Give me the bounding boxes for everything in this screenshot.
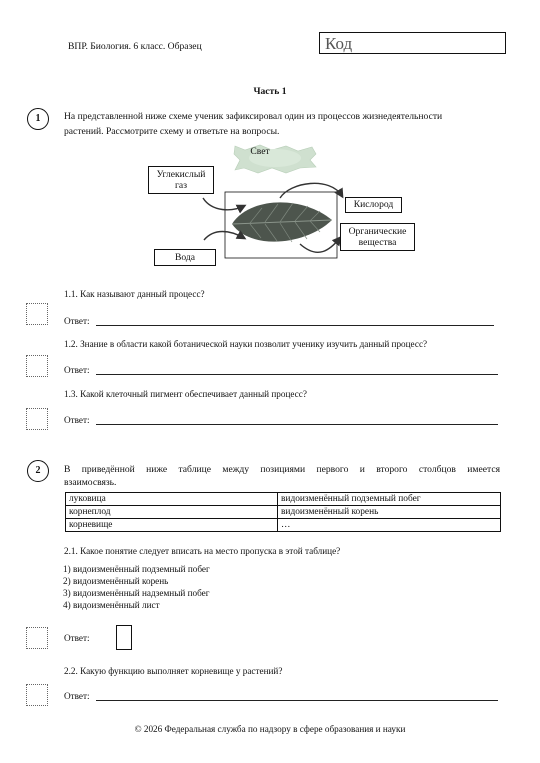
organic-label-line2: вещества [358,237,397,248]
answer-field-2-2[interactable] [96,700,498,701]
arrow-co2-in [203,198,244,210]
table-row [66,506,501,519]
table-cell: видоизменённый корень [278,506,501,519]
organic-box [340,223,415,251]
task2-intro-line1: В приведённой ниже таблице между позициями первого и второго столбцов имеется [64,464,500,475]
question-2-2: 2.2. Какую функцию выполняет корневище у растений? [64,666,283,676]
co2-box [148,166,214,194]
table-cell: корнеплод [66,506,278,519]
question-1-1: 1.1. Как называют данный процесс? [64,289,205,299]
table-cell: видоизменённый подземный побег [278,493,501,506]
part-title: Часть 1 [253,86,287,97]
option-item: 2) видоизменённый корень [63,576,169,586]
leaf-icon [232,202,332,242]
task1-intro-line1: На представленной ниже схеме ученик зафиксировал один из процессов жизнедеятельности [64,111,443,122]
option-item: 4) видоизменённый лист [63,600,160,610]
answer-label-1-1: Ответ: [64,316,90,326]
option-item: 3) видоизменённый надземный побег [63,588,210,598]
arrow-organic-out [300,238,340,252]
answer-field-1-3[interactable] [96,424,498,425]
score-box-2-1 [26,627,48,649]
table-row [66,493,501,506]
water-box: Вода [154,249,216,266]
light-label: Свет [250,146,270,157]
score-box-1-2 [26,355,48,377]
code-field[interactable] [319,32,506,54]
answer-field-1-2[interactable] [96,374,498,375]
relation-table [65,492,501,532]
code-label: Код [325,34,353,53]
answer-label-2-1: Ответ: [64,633,90,643]
score-box-1-3 [26,408,48,430]
option-item: 1) видоизменённый подземный побег [63,564,210,574]
task1-intro-line2: растений. Рассмотрите схему и ответьте на вопросы. [64,126,280,137]
task2-intro-line2: взаимосвязь. [64,477,117,488]
score-box-2-2 [26,684,48,706]
arrow-water-in [204,232,244,241]
question-1-3: 1.3. Какой клеточный пигмент обеспечивает данный процесс? [64,389,307,399]
answer-label-1-2: Ответ: [64,365,90,375]
task-number-1: 1 [27,108,49,130]
question-2-1: 2.1. Какое понятие следует вписать на место пропуска в этой таблице? [64,546,341,556]
answer-label-2-2: Ответ: [64,691,90,701]
score-box-1-1 [26,303,48,325]
options-list [63,563,210,611]
arrow-oxygen-out [280,183,342,198]
footer-copyright: © 2026 Федеральная служба по надзору в сфере образования и науки [134,724,406,734]
table-cell: корневище [66,519,278,532]
answer-label-1-3: Ответ: [64,415,90,425]
co2-label-line2: газ [175,180,187,191]
answer-field-1-1[interactable] [96,325,494,326]
task-number-2: 2 [27,460,49,482]
co2-label-line1: Углекислый [156,169,206,180]
header-subject: ВПР. Биология. 6 класс. Образец [68,41,202,52]
table-cell-blank: … [278,519,501,532]
question-1-2: 1.2. Знание в области какой ботанической науки позволит ученику изучить данный процесс? [64,339,428,349]
table-cell: луковица [66,493,278,506]
oxygen-box: Кислород [345,197,402,213]
answer-cell-2-1[interactable] [116,625,132,650]
table-row [66,519,501,532]
organic-label-line1: Органические [348,226,407,237]
